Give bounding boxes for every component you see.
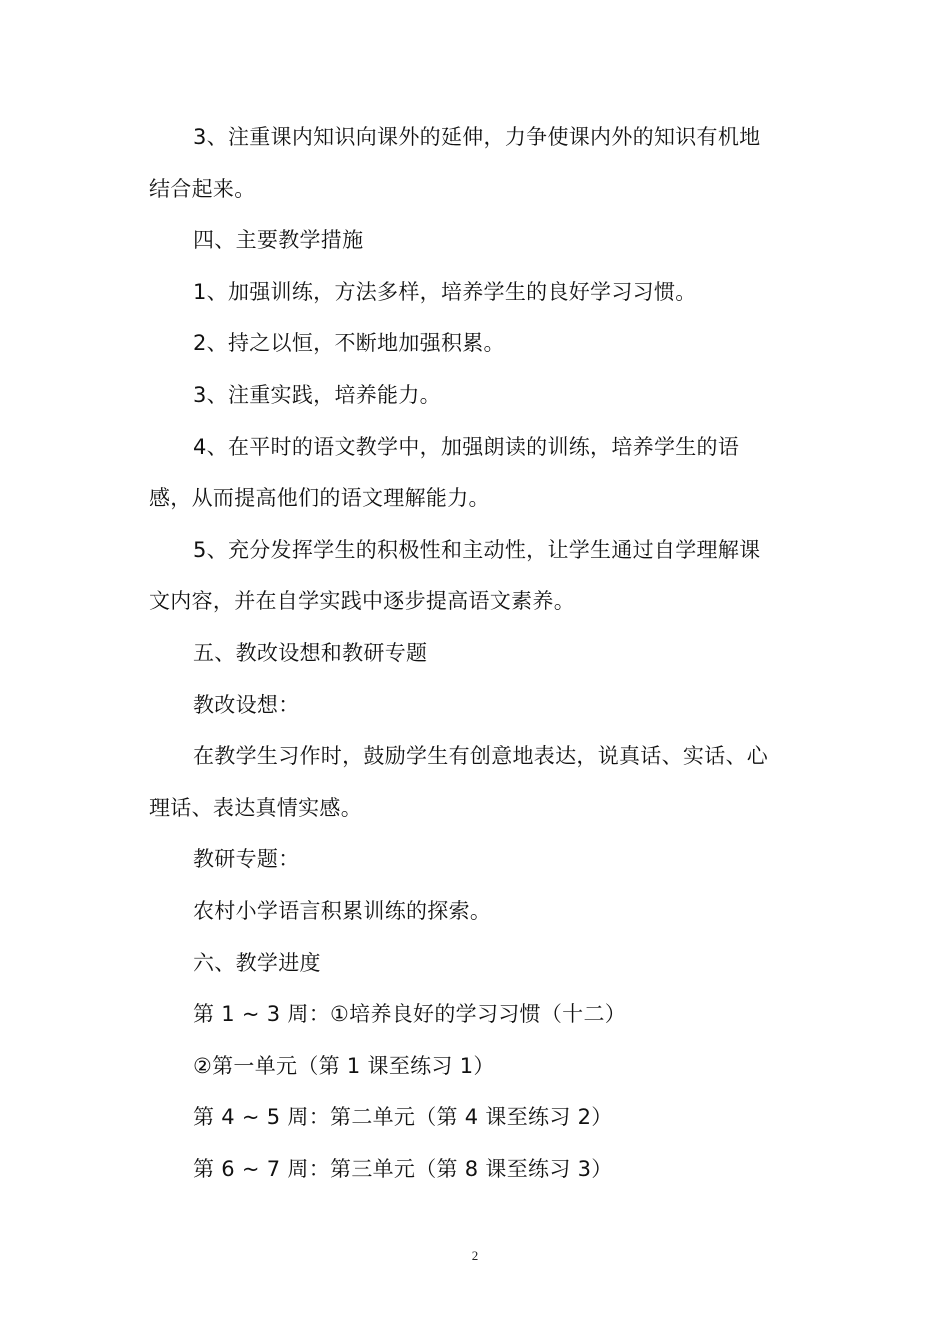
schedule-line: 第 4 ~ 5 周：第二单元（第 4 课至练习 2） [193, 1105, 613, 1130]
paragraph-line: 2、持之以恒，不断地加强积累。 [193, 331, 505, 356]
section-heading: 六、教学进度 [193, 950, 321, 975]
paragraph-line: 4、在平时的语文教学中，加强朗读的训练，培养学生的语 [193, 434, 740, 459]
paragraph-line: 结合起来。 [149, 176, 256, 201]
section-heading: 五、教改设想和教研专题 [193, 640, 428, 665]
schedule-line: 第 6 ~ 7 周：第三单元（第 8 课至练习 3） [193, 1156, 613, 1181]
paragraph-line: 感，从而提高他们的语文理解能力。 [149, 486, 490, 511]
page-number: 2 [471, 1248, 479, 1263]
paragraph-line: 5、充分发挥学生的积极性和主动性，让学生通过自学理解课 [193, 537, 761, 562]
schedule-line: 第 1 ~ 3 周：①培养良好的学习习惯（十二） [193, 1002, 627, 1027]
schedule-line: ②第一单元（第 1 课至练习 1） [193, 1053, 495, 1078]
subheading: 教研专题： [193, 847, 300, 872]
paragraph-line: 农村小学语言积累训练的探索。 [193, 898, 492, 923]
paragraph-line: 在教学生习作时，鼓励学生有创意地表达，说真话、实话、心 [193, 744, 769, 769]
paragraph-line: 3、注重实践，培养能力。 [193, 382, 441, 407]
paragraph-line: 1、加强训练，方法多样，培养学生的良好学习习惯。 [193, 279, 697, 304]
document-body [149, 112, 799, 1195]
paragraph-line: 3、注重课内知识向课外的延伸，力争使课内外的知识有机地 [193, 125, 761, 149]
section-heading: 四、主要教学措施 [193, 228, 364, 253]
paragraph-line: 文内容，并在自学实践中逐步提高语文素养。 [149, 589, 575, 614]
subheading: 教改设想： [193, 692, 300, 717]
paragraph-line: 理话、表达真情实感。 [149, 795, 362, 820]
